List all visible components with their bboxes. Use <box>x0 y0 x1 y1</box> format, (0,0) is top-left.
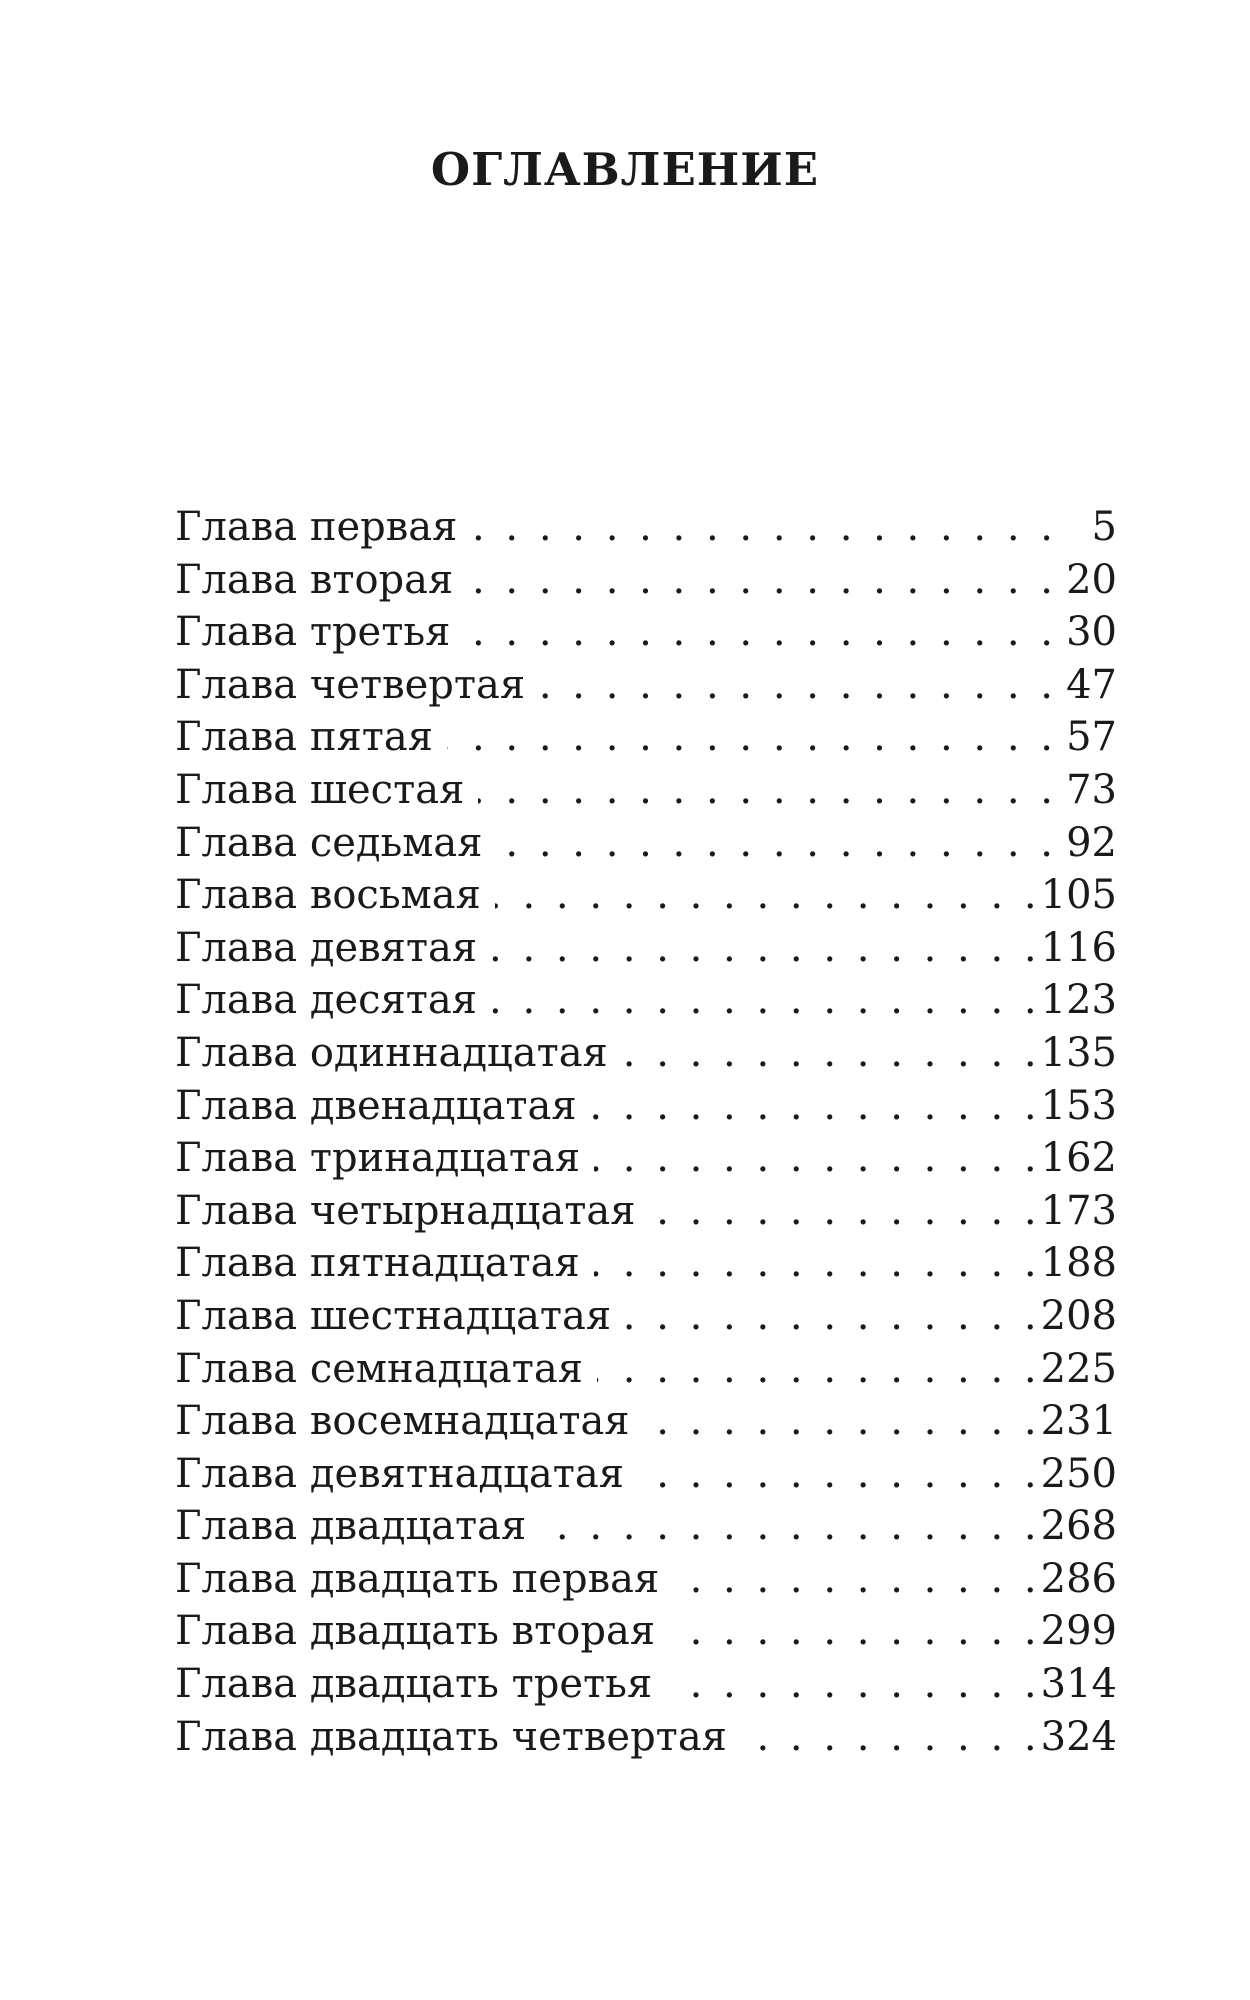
toc-entry-page-number: 47 <box>1053 659 1117 712</box>
toc-entry-label: Глава четырнадцатая <box>175 1185 649 1238</box>
dot-leader <box>594 1132 1037 1185</box>
dot-leader <box>597 1343 1037 1396</box>
toc-entry-page-number: 231 <box>1037 1395 1117 1448</box>
dot-leader <box>495 869 1037 922</box>
dot-leader <box>491 922 1037 975</box>
toc-entry <box>175 1658 1117 1711</box>
dot-leader <box>478 764 1053 817</box>
toc-entry <box>175 1080 1117 1133</box>
dot-leader <box>491 974 1037 1027</box>
toc-entry-page-number: 208 <box>1037 1290 1117 1343</box>
toc-entry-label: Глава шестая <box>175 764 478 817</box>
toc-entry-label: Глава первая <box>175 501 471 554</box>
dot-leader <box>741 1711 1037 1764</box>
toc-entry-label: Глава двадцатая <box>175 1500 540 1553</box>
toc-entry-label: Глава девятнадцатая <box>175 1448 638 1501</box>
dot-leader <box>666 1658 1036 1711</box>
toc-entry-label: Глава двадцать вторая <box>175 1605 669 1658</box>
toc-entry-label: Глава вторая <box>175 554 467 607</box>
dot-leader <box>673 1553 1036 1606</box>
toc-entry-page-number: 162 <box>1037 1132 1117 1185</box>
toc-entry-label: Глава двенадцатая <box>175 1080 591 1133</box>
toc-entry-page-number: 299 <box>1037 1605 1117 1658</box>
dot-leader <box>669 1605 1037 1658</box>
toc-entry-label: Глава десятая <box>175 974 491 1027</box>
toc-entry-page-number: 173 <box>1037 1185 1117 1238</box>
toc-entry-page-number: 30 <box>1053 606 1117 659</box>
toc-entry <box>175 974 1117 1027</box>
dot-leader <box>471 501 1053 554</box>
toc-entry-label: Глава седьмая <box>175 817 497 870</box>
toc-entry-page-number: 135 <box>1037 1027 1117 1080</box>
toc-entry <box>175 711 1117 764</box>
toc-entry-label: Глава двадцать первая <box>175 1553 673 1606</box>
toc-entry-page-number: 116 <box>1037 922 1117 975</box>
toc-entry-label: Глава третья <box>175 606 464 659</box>
toc-entry-page-number: 268 <box>1037 1500 1117 1553</box>
toc-entry-label: Глава одиннадцатая <box>175 1027 622 1080</box>
toc-entry-page-number: 20 <box>1053 554 1117 607</box>
dot-leader <box>464 606 1053 659</box>
toc-entry <box>175 1290 1117 1343</box>
toc-entry <box>175 764 1117 817</box>
toc-entry-page-number: 92 <box>1053 817 1117 870</box>
toc-entry <box>175 1605 1117 1658</box>
toc-entry-page-number: 188 <box>1037 1237 1117 1290</box>
toc-entry <box>175 1237 1117 1290</box>
toc-entry-label: Глава семнадцатая <box>175 1343 597 1396</box>
toc-entry-label: Глава шестнадцатая <box>175 1290 625 1343</box>
toc-entry <box>175 1027 1117 1080</box>
toc-entry <box>175 817 1117 870</box>
toc-entry <box>175 1343 1117 1396</box>
table-of-contents <box>175 501 1117 1763</box>
dot-leader <box>467 554 1053 607</box>
toc-entry-label: Глава четвертая <box>175 659 539 712</box>
toc-entry-label: Глава восьмая <box>175 869 495 922</box>
dot-leader <box>622 1027 1037 1080</box>
toc-entry <box>175 501 1117 554</box>
toc-entry-page-number: 105 <box>1037 869 1117 922</box>
dot-leader <box>539 659 1053 712</box>
dot-leader <box>638 1448 1037 1501</box>
toc-entry-page-number: 286 <box>1037 1553 1117 1606</box>
dot-leader <box>644 1395 1037 1448</box>
dot-leader <box>591 1080 1037 1133</box>
page-title: ОГЛАВЛЕНИЕ <box>430 143 820 196</box>
toc-entry <box>175 1448 1117 1501</box>
toc-entry <box>175 1553 1117 1606</box>
toc-entry <box>175 1132 1117 1185</box>
toc-entry-label: Глава пятнадцатая <box>175 1237 594 1290</box>
dot-leader <box>625 1290 1037 1343</box>
toc-entry-label: Глава тринадцатая <box>175 1132 594 1185</box>
toc-entry-page-number: 250 <box>1037 1448 1117 1501</box>
toc-entry <box>175 1395 1117 1448</box>
toc-entry-label: Глава двадцать третья <box>175 1658 666 1711</box>
toc-entry-page-number: 57 <box>1053 711 1117 764</box>
toc-entry <box>175 869 1117 922</box>
dot-leader <box>540 1500 1036 1553</box>
toc-entry <box>175 1711 1117 1764</box>
toc-entry-label: Глава восемнадцатая <box>175 1395 644 1448</box>
toc-entry-page-number: 153 <box>1037 1080 1117 1133</box>
toc-entry-page-number: 123 <box>1037 974 1117 1027</box>
dot-leader <box>594 1237 1037 1290</box>
toc-entry-label: Глава девятая <box>175 922 491 975</box>
toc-entry-page-number: 324 <box>1037 1711 1117 1764</box>
toc-entry <box>175 1500 1117 1553</box>
toc-entry-page-number: 314 <box>1037 1658 1117 1711</box>
toc-entry-label: Глава пятая <box>175 711 447 764</box>
toc-entry-page-number: 73 <box>1053 764 1117 817</box>
toc-entry-page-number: 225 <box>1037 1343 1117 1396</box>
toc-entry <box>175 1185 1117 1238</box>
toc-entry <box>175 922 1117 975</box>
toc-entry <box>175 554 1117 607</box>
toc-entry-page-number: 5 <box>1053 501 1117 554</box>
toc-entry <box>175 659 1117 712</box>
toc-entry <box>175 606 1117 659</box>
dot-leader <box>497 817 1054 870</box>
dot-leader <box>447 711 1053 764</box>
dot-leader <box>649 1185 1036 1238</box>
toc-entry-label: Глава двадцать четвертая <box>175 1711 741 1764</box>
